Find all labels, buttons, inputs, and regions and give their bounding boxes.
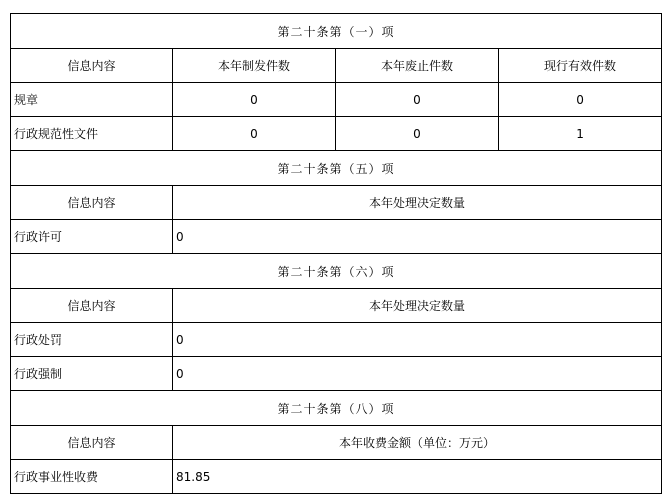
header-decision-count: 本年处理决定数量 [173, 289, 662, 323]
section-title: 第二十条第（六）项 [11, 254, 662, 289]
table-row [11, 357, 662, 391]
cell-value: 1 [499, 117, 662, 151]
disclosure-table [10, 13, 662, 494]
table-row [11, 117, 662, 151]
row-label: 行政处罚 [11, 323, 173, 357]
header-repealed-count: 本年废止件数 [336, 49, 499, 83]
cell-value: 0 [173, 220, 662, 254]
header-issued-count: 本年制发件数 [173, 49, 336, 83]
header-info-content: 信息内容 [11, 426, 173, 460]
cell-value: 0 [173, 117, 336, 151]
header-info-content: 信息内容 [11, 186, 173, 220]
section-1-header-row [11, 49, 662, 83]
cell-value: 0 [336, 83, 499, 117]
row-label: 行政强制 [11, 357, 173, 391]
cell-value: 0 [173, 323, 662, 357]
cell-value: 0 [173, 83, 336, 117]
table-row [11, 323, 662, 357]
header-decision-count: 本年处理决定数量 [173, 186, 662, 220]
cell-value: 0 [499, 83, 662, 117]
header-effective-count: 现行有效件数 [499, 49, 662, 83]
row-label: 行政规范性文件 [11, 117, 173, 151]
section-title: 第二十条第（一）项 [11, 14, 662, 49]
table-row [11, 460, 662, 494]
table-row [11, 83, 662, 117]
header-fee-amount: 本年收费金额（单位：万元） [173, 426, 662, 460]
cell-value: 0 [336, 117, 499, 151]
section-2-header-row [11, 186, 662, 220]
section-4-title-row [11, 391, 662, 426]
section-2-title-row [11, 151, 662, 186]
row-label: 规章 [11, 83, 173, 117]
section-title: 第二十条第（五）项 [11, 151, 662, 186]
cell-value: 81.85 [173, 460, 662, 494]
section-3-header-row [11, 289, 662, 323]
section-3-title-row [11, 254, 662, 289]
section-4-header-row [11, 426, 662, 460]
header-info-content: 信息内容 [11, 289, 173, 323]
header-info-content: 信息内容 [11, 49, 173, 83]
cell-value: 0 [173, 357, 662, 391]
table-row [11, 220, 662, 254]
row-label: 行政事业性收费 [11, 460, 173, 494]
row-label: 行政许可 [11, 220, 173, 254]
section-title: 第二十条第（八）项 [11, 391, 662, 426]
section-1-title-row [11, 14, 662, 49]
